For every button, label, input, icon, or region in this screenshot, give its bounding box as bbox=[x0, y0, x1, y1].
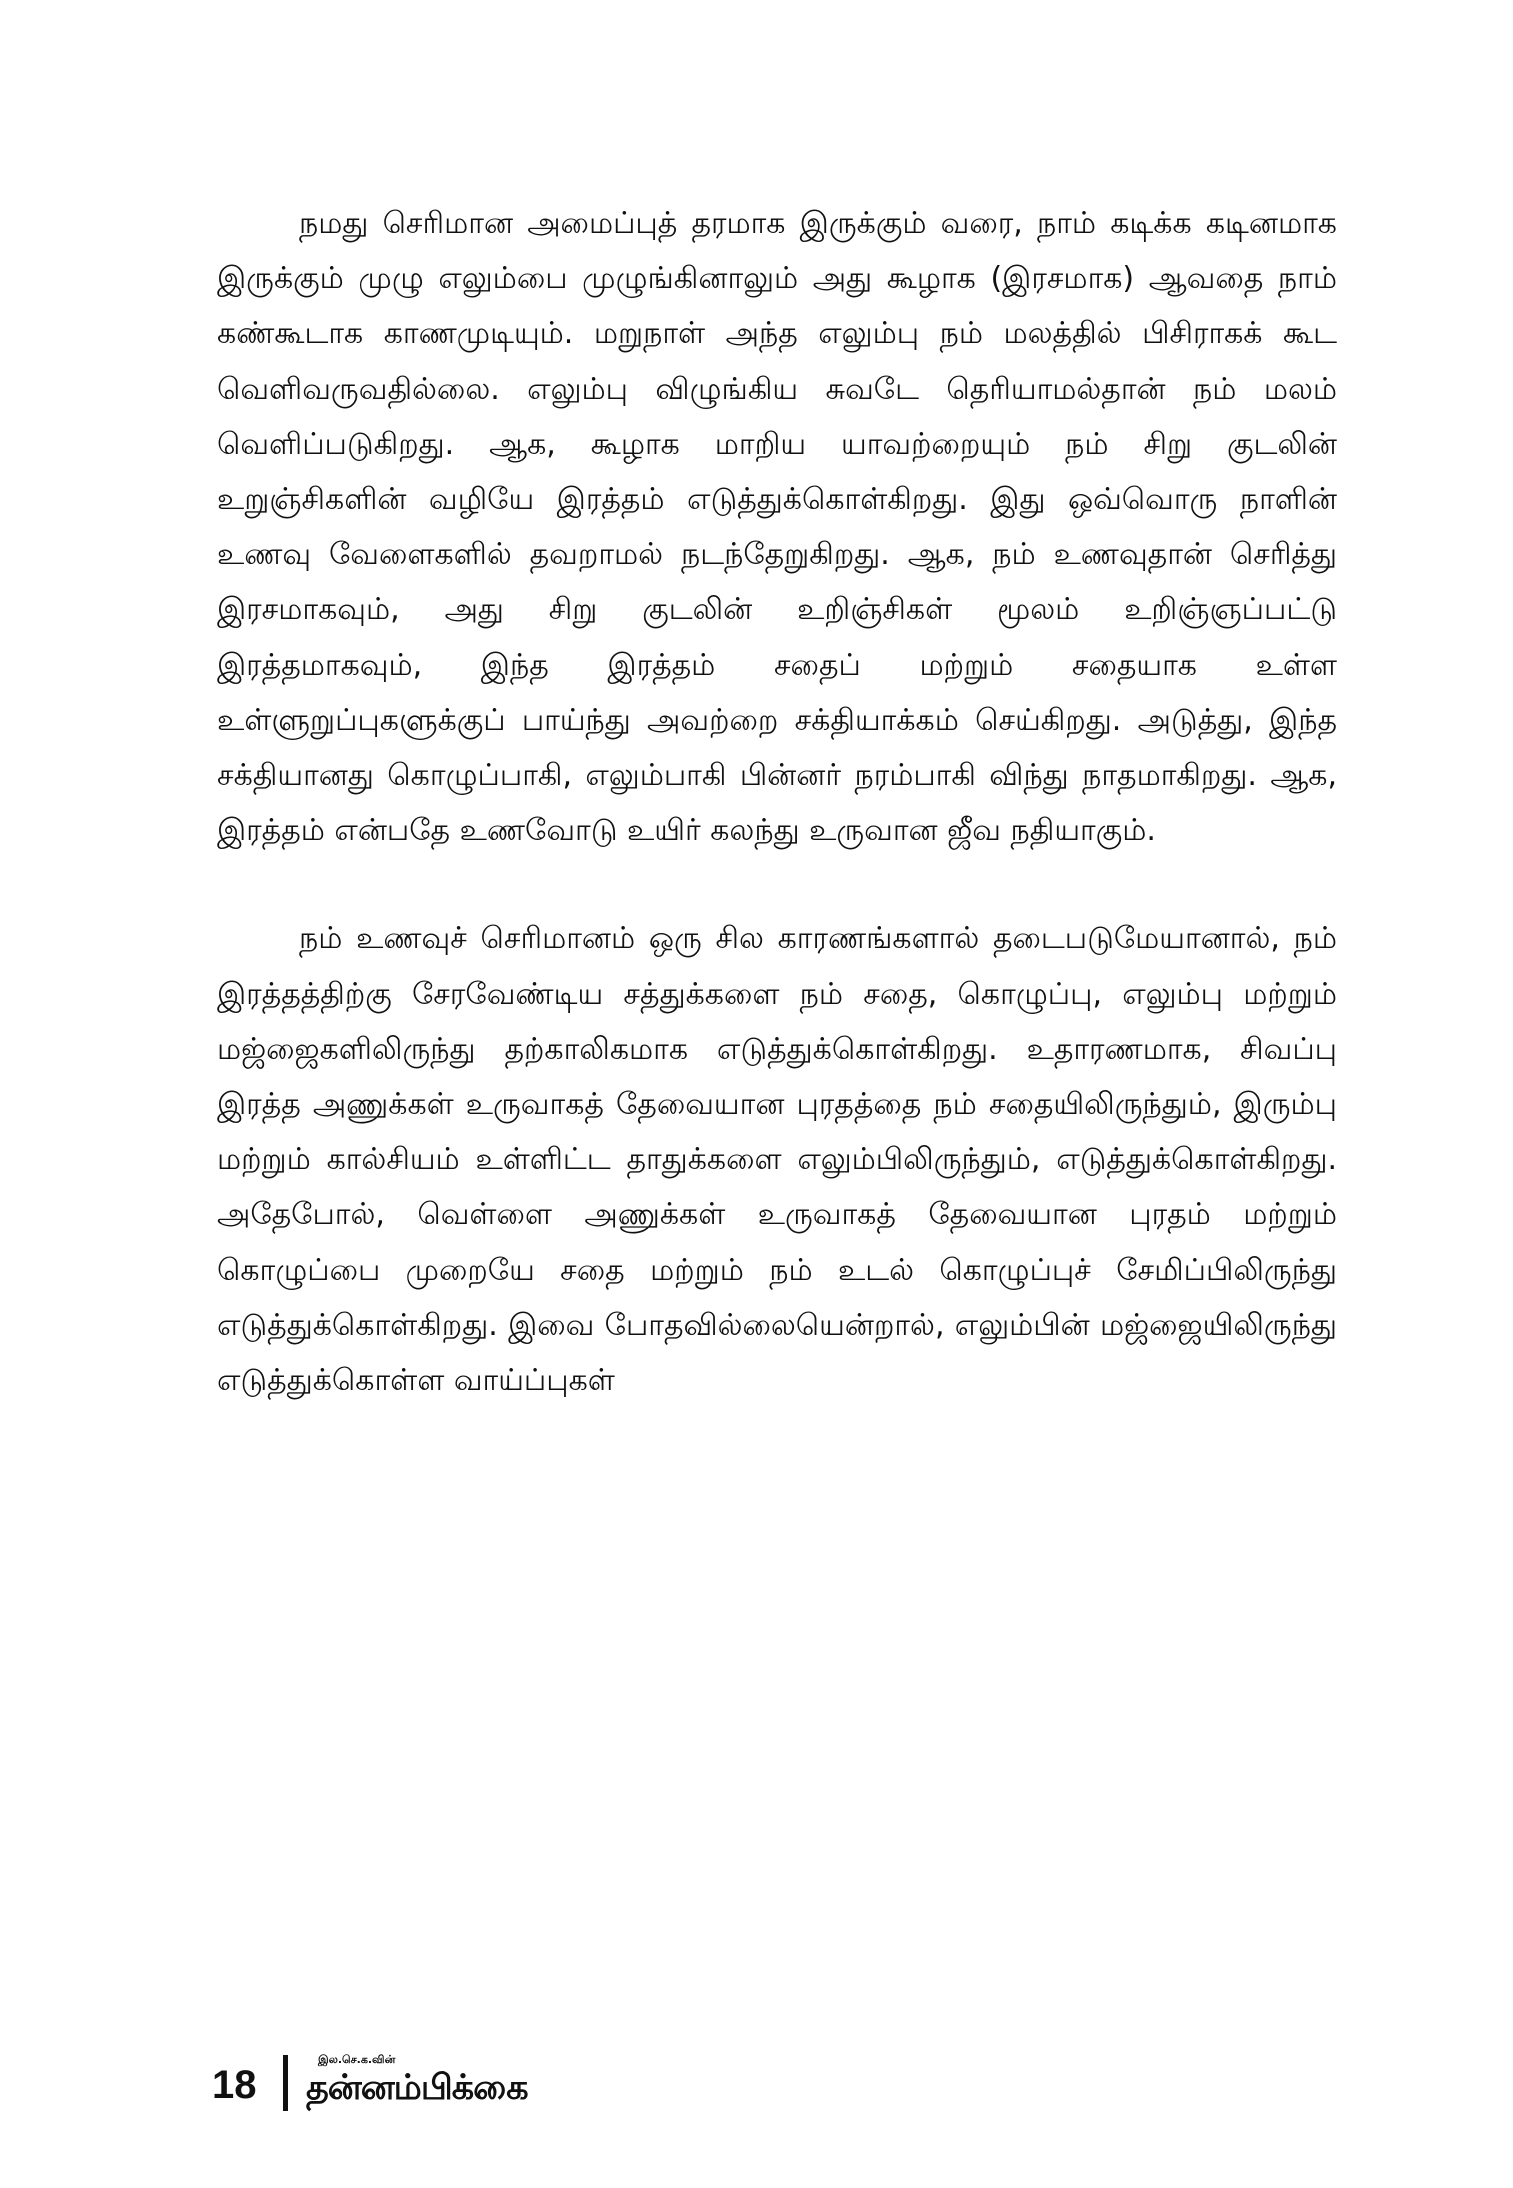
paragraph-2: நம் உணவுச் செரிமானம் ஒரு சில காரணங்களால் தடைபடுமேயானால், நம் இரத்தத்திற்கு சேரவேண்டிய சத்துக்களை நம் சதை, கொழுப்பு, எலும்பு மற்றும் மஜ்ஜைகளிலிருந்து தற்காலிகமாக எடுத்துக்கொள்கிறது. உதாரணமாக, சிவப்பு இரத்த அணுக்கள் உருவாகத் தேவையான புரதத்தை நம் சதையிலிருந்தும், இரும்பு மற்றும் கால்சியம் உள்ளிட்ட தாதுக்களை எலும்பிலிருந்தும், எடுத்துக்கொள்கிறது. அதேபோல், வெள்ளை அணுக்கள் உருவாகத் தேவையான புரதம் மற்றும் கொழுப்பை முறையே சதை மற்றும் நம் உடல் கொழுப்புச் சேமிப்பிலிருந்து எடுத்துக்கொள்கிறது. இவை போதவில்லையென்றால், எலும்பின் மஜ்ஜையிலிருந்து எடுத்துக்கொள்ள வாய்ப்புகள் bbox=[217, 921, 1337, 1399]
page-number: 18 bbox=[212, 2063, 257, 2107]
body-text bbox=[217, 196, 1337, 1408]
magazine-masthead: தன்னம்பிக்கை bbox=[306, 2068, 528, 2108]
paragraph-1: நமது செரிமான அமைப்புத் தரமாக இருக்கும் வரை, நாம் கடிக்க கடினமாக இருக்கும் முழு எலும்பை முழுங்கினாலும் அது கூழாக (இரசமாக) ஆவதை நாம் கண்கூடாக காணமுடியும். மறுநாள் அந்த எலும்பு நம் மலத்தில் பிசிராகக் கூட வெளிவருவதில்லை. எலும்பு விழுங்கிய சுவடே தெரியாமல்தான் நம் மலம் வெளிப்படுகிறது. ஆக, கூழாக மாறிய யாவற்றையும் நம் சிறு குடலின் உறுஞ்சிகளின் வழியே இரத்தம் எடுத்துக்கொள்கிறது. இது ஒவ்வொரு நாளின் உணவு வேளைகளில் தவறாமல் நடந்தேறுகிறது. ஆக, நம் உணவுதான் செரித்து இரசமாகவும், அது சிறு குடலின் உறிஞ்சிகள் மூலம் உறிஞ்ஞப்பட்டு இரத்தமாகவும், இந்த இரத்தம் சதைப் மற்றும் சதையாக உள்ள உள்ளுறுப்புகளுக்குப் பாய்ந்து அவற்றை சக்தியாக்கம் செய்கிறது. அடுத்து, இந்த சக்தியானது கொழுப்பாகி, எலும்பாகி பின்னர் நரம்பாகி விந்து நாதமாகிறது. ஆக, இரத்தம் என்பதே உணவோடு உயிர் கலந்து உருவான ஜீவ நதியாகும். bbox=[217, 206, 1337, 849]
page-footer bbox=[212, 2055, 632, 2115]
magazine-byline: இல.செ.க.வின் bbox=[318, 2053, 396, 2066]
footer-divider bbox=[283, 2055, 288, 2111]
